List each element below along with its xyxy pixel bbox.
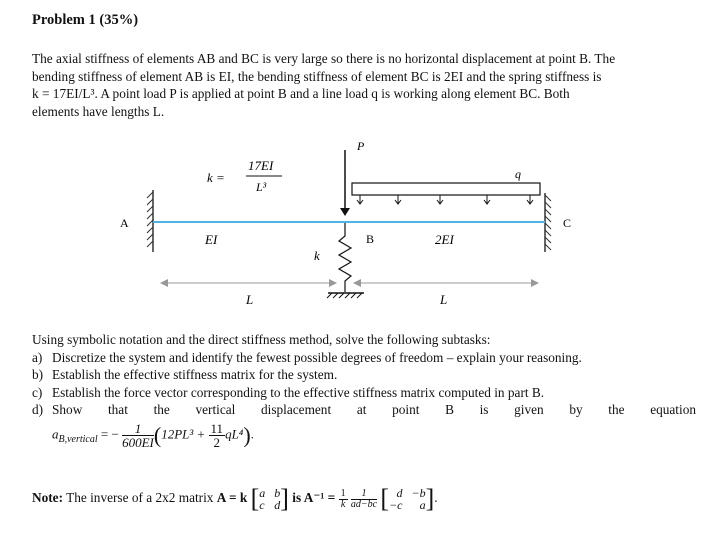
k-inverse-fraction — [339, 489, 348, 510]
eq-paren-open: ( — [153, 422, 162, 448]
task-d-text — [52, 401, 696, 419]
fixed-support-a — [147, 190, 153, 252]
task-word: that — [107, 402, 128, 417]
eq-lhs-subscript: B,vertical — [58, 434, 98, 446]
det-num: 1 — [351, 489, 377, 500]
task-word: Show — [52, 402, 83, 417]
det-fraction — [351, 489, 377, 510]
displacement-equation — [52, 422, 254, 449]
eq-equals: = − — [100, 426, 119, 442]
task-instruction: Using symbolic notation and the direct stiffness method, solve the following subtasks: — [32, 332, 491, 347]
task-text: Discretize the system and identify the fewest possible degrees of freedom – explain your reasoning. — [52, 349, 582, 365]
label-c: C — [563, 216, 572, 230]
k-numerator: 17EI — [248, 158, 274, 173]
matrix-inverse: [ d −b −c a ] — [380, 484, 435, 513]
task-marker: b) — [32, 367, 44, 382]
note — [32, 486, 438, 512]
eq-fraction — [122, 422, 154, 449]
fixed-support-c — [545, 193, 551, 252]
det-den: ad−bc — [350, 498, 378, 510]
eq-frac-den: 600EI — [122, 435, 154, 450]
point-load-p — [340, 150, 350, 216]
matrix-cell: −c — [389, 498, 403, 512]
task-marker: c) — [32, 384, 43, 400]
matrix-cell: a — [419, 498, 426, 512]
eq-period: . — [250, 426, 254, 442]
label-ei-ab: EI — [205, 232, 218, 247]
label-b: B — [366, 232, 375, 246]
task-marker: d) — [32, 402, 44, 417]
task-text: Establish the effective stiffness matrix for the system. — [52, 367, 338, 382]
matrix-cell: a — [259, 486, 266, 500]
note-end: . — [434, 490, 438, 506]
k-inv-den: k — [340, 498, 346, 510]
intro-line-4: elements have lengths L. — [32, 103, 165, 119]
task-word: vertical — [195, 402, 236, 417]
task-word: B — [445, 402, 454, 417]
eq-paren-close: ) — [243, 422, 251, 448]
task-word: equation — [650, 402, 696, 417]
label-length-bc: L — [440, 292, 448, 307]
eq-term2-den: 2 — [213, 435, 221, 450]
note-matrix-a: A = k — [216, 490, 248, 506]
matrix-cell: d — [396, 486, 403, 500]
task-word: the — [153, 402, 170, 417]
eq-term1: 12PL³ + — [161, 426, 206, 442]
task-text: Establish the force vector corresponding to the effective stiffness matrix computed in part B. — [52, 384, 545, 400]
task-word: at — [356, 402, 367, 417]
eq-frac-num: 1 — [122, 422, 154, 436]
eq-term2-tail: qL⁴ — [225, 426, 244, 442]
intro-line-3: k = 17EI/L³. A point load P is applied at point B and a line load q is working along element BC. Both — [32, 86, 570, 101]
task-word: point — [392, 402, 420, 417]
label-spring-k: k — [314, 248, 320, 263]
label-2ei-bc: 2EI — [435, 232, 454, 247]
eq-term2-num: 11 — [210, 421, 224, 436]
line-load-q — [352, 183, 540, 204]
task-word: by — [569, 402, 583, 417]
matrix-cell: b — [274, 486, 281, 500]
note-text: The inverse of a 2x2 matrix — [66, 490, 214, 506]
spring-support — [327, 223, 364, 298]
k-inv-num: 1 — [340, 487, 346, 499]
note-is-inverse: is A⁻¹ = — [292, 490, 336, 506]
task-word: displacement — [261, 402, 332, 417]
note-label: Note: — [32, 490, 64, 506]
k-denominator: L³ — [256, 180, 267, 194]
label-a: A — [120, 216, 129, 230]
label-q: q — [515, 167, 521, 181]
matrix-cell: −b — [411, 486, 426, 500]
task-word: is — [479, 402, 489, 417]
matrix-cell: c — [259, 498, 265, 512]
matrix-abcd: [ a b c d ] — [250, 484, 289, 513]
label-p: P — [357, 139, 365, 153]
eq-lhs: a — [52, 426, 59, 442]
eq-fraction-2 — [209, 422, 226, 449]
intro-line-2: bending stiffness of element AB is EI, the bending stiffness of element BC is 2EI and the spring stiffness is — [32, 68, 602, 84]
matrix-cell: d — [274, 498, 281, 512]
subtasks — [32, 331, 696, 419]
task-word: given — [514, 402, 544, 417]
label-length-ab: L — [246, 292, 254, 307]
task-word: the — [608, 402, 625, 417]
task-marker: a) — [32, 349, 43, 365]
intro-line-1: The axial stiffness of elements AB and BC is very large so there is no horizontal displacement at point B. The — [32, 51, 616, 66]
problem-title: Problem 1 (35%) — [32, 12, 139, 28]
k-equals: k = — [207, 170, 225, 185]
